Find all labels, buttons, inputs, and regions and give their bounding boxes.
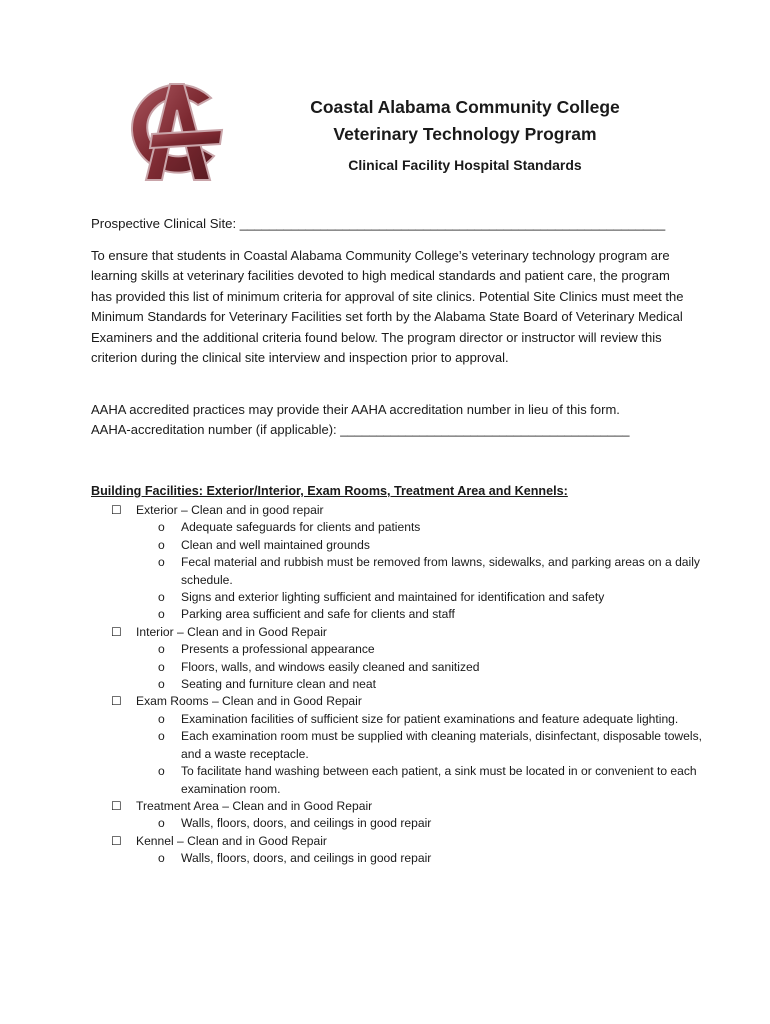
item-text: Floors, walls, and windows easily cleaned and sanitized (181, 659, 480, 674)
aaha-number-blank[interactable]: ________________________________________ (340, 422, 630, 438)
bullet-icon: o (158, 816, 165, 831)
item-text: Presents a professional appearance (181, 642, 375, 657)
item-text: Adequate safeguards for clients and patients (181, 520, 421, 535)
checklist-item (111, 589, 711, 606)
checklist-category (111, 693, 711, 710)
category-label: Interior – Clean and in Good Repair (136, 624, 327, 639)
checkbox-icon[interactable]: ☐ (111, 798, 122, 813)
bullet-icon: o (158, 711, 165, 726)
college-name: Coastal Alabama Community College (310, 97, 620, 117)
bullet-icon: o (158, 729, 165, 744)
checklist-item (111, 554, 711, 589)
section-title: Building Facilities: Exterior/Interior, Exam Rooms, Treatment Area and Kennels: (91, 484, 568, 498)
aaha-number-label: AAHA-accreditation number (if applicable): (91, 422, 337, 438)
checklist-item (111, 641, 711, 658)
document-header (280, 94, 650, 173)
category-label: Kennel – Clean and in Good Repair (136, 833, 327, 848)
document-title: Clinical Facility Hospital Standards (348, 157, 582, 173)
item-text: Seating and furniture clean and neat (181, 677, 376, 692)
item-text: Clean and well maintained grounds (181, 537, 370, 552)
checklist-item (111, 815, 711, 832)
item-text: To facilitate hand washing between each patient, a sink must be located in or convenient to each examination room. (181, 764, 697, 796)
checkbox-icon[interactable]: ☐ (111, 694, 122, 709)
bullet-icon: o (158, 555, 165, 570)
bullet-icon: o (158, 851, 165, 866)
prospective-site-label: Prospective Clinical Site: (91, 216, 237, 231)
item-text: Signs and exterior lighting sufficient and maintained for identification and safety (181, 590, 605, 605)
bullet-icon: o (158, 537, 165, 552)
checkbox-icon[interactable]: ☐ (111, 503, 122, 517)
checklist-item (111, 519, 711, 536)
checklist-item (111, 850, 711, 867)
prospective-site-field[interactable] (91, 216, 665, 231)
checklist-item (111, 537, 711, 554)
checkbox-icon[interactable]: ☐ (111, 624, 122, 639)
checklist-category (111, 833, 711, 850)
bullet-icon: o (158, 677, 165, 692)
bullet-icon: o (158, 607, 165, 622)
bullet-icon: o (158, 590, 165, 605)
checklist-item (111, 606, 711, 623)
item-text: Each examination room must be supplied with cleaning materials, disinfectant, disposable towels, and a waste receptacle. (181, 729, 702, 761)
aaha-section (91, 400, 691, 441)
category-label: Treatment Area – Clean and in Good Repair (136, 798, 373, 813)
bullet-icon: o (158, 659, 165, 674)
item-text: Fecal material and rubbish must be removed from lawns, sidewalks, and parking areas on a daily schedule. (181, 555, 700, 587)
bullet-icon: o (158, 764, 165, 779)
aaha-number-field[interactable] (91, 420, 691, 440)
bullet-icon: o (158, 520, 165, 535)
bullet-icon: o (158, 642, 165, 657)
item-text: Parking area sufficient and safe for clients and staff (181, 607, 455, 622)
checklist-category (111, 798, 711, 815)
category-label: Exam Rooms – Clean and in Good Repair (136, 694, 362, 709)
item-text: Walls, floors, doors, and ceilings in good repair (181, 851, 432, 866)
checkbox-icon[interactable]: ☐ (111, 833, 122, 848)
college-logo (118, 72, 236, 184)
category-label: Exterior – Clean and in good repair (136, 503, 324, 517)
checklist-item (111, 676, 711, 693)
checklist-item (111, 711, 711, 728)
checklist-category (111, 624, 711, 641)
prospective-site-blank[interactable]: __________________________________________________________ (239, 216, 666, 231)
item-text: Walls, floors, doors, and ceilings in good repair (181, 816, 432, 831)
checklist-item (111, 728, 711, 763)
program-name: Veterinary Technology Program (333, 124, 597, 144)
checklist-item (111, 659, 711, 676)
checklist-category (111, 502, 711, 519)
intro-paragraph: To ensure that students in Coastal Alabama Community College’s veterinary technology program are learning skills at veterinary facilities devoted to high medical standards and patient care, the program has provided this list of minimum criteria for approval of site clinics. Potential Site Clinics must meet the Minimum Standards for Veterinary Facilities set forth by the Alabama State Board of Veterinary Medical Examiners and the additional criteria found below. The program director or instructor will review this criterion during the clinical site interview and inspection prior to approval. (91, 248, 684, 366)
checklist-item (111, 763, 711, 798)
aaha-note: AAHA accredited practices may provide their AAHA accreditation number in lieu of this form. (91, 402, 620, 417)
item-text: Examination facilities of sufficient size for patient examinations and feature adequate lighting. (181, 711, 679, 726)
facility-checklist (111, 502, 711, 868)
